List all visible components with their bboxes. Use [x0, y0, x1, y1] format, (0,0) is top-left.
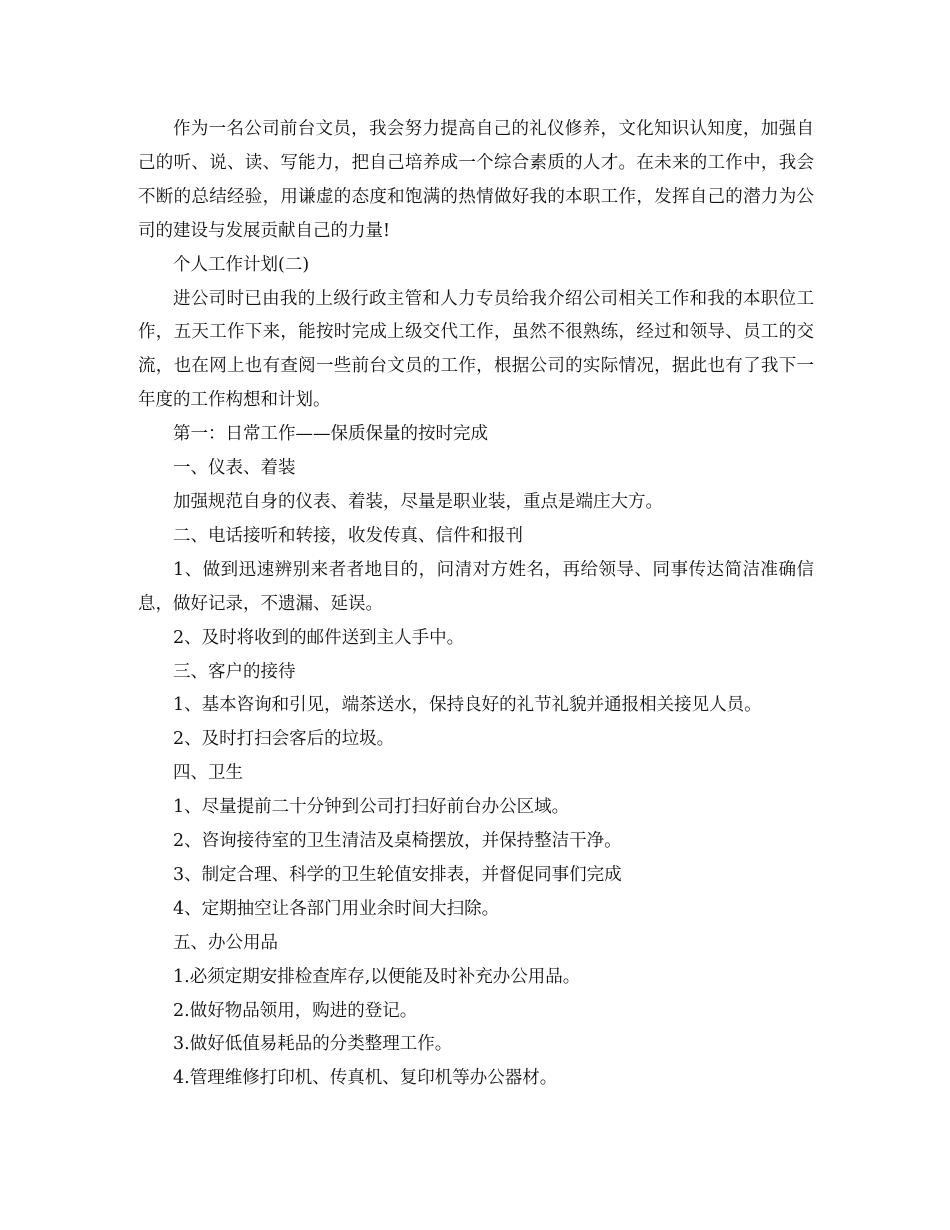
subsection-heading: 五、办公用品: [173, 932, 278, 953]
list-item: 1、基本咨询和引见，端茶送水，保持良好的礼节礼貌并通报相关接见人员。: [173, 695, 762, 716]
list-item: 1、做到迅速辨别来者者地目的，问清对方姓名，再给领导、同事传达简洁准确信息，做好记录，不遗漏、延误。: [138, 559, 814, 614]
paragraph: 作为一名公司前台文员，我会努力提高自己的礼仪修养，文化知识认知度，加强自己的听、说、读、写能力，把自己培养成一个综合素质的人才。在未来的工作中，我会不断的总结经验，用谦虚的态度和饱满的热情做好我的本职工作，发挥自己的潜力为公司的建设与发展贡献自己的力量!: [138, 119, 814, 241]
document-body: [138, 113, 814, 1096]
list-item: 1.必须定期安排检查库存,以便能及时补充办公用品。: [173, 966, 581, 987]
list-item: 3、制定合理、科学的卫生轮值安排表，并督促同事们完成: [173, 864, 622, 885]
list-item: 2、及时将收到的邮件送到主人手中。: [173, 627, 465, 648]
list-item: 2、及时打扫会客后的垃圾。: [173, 729, 395, 750]
list-item: 2.做好物品领用，购进的登记。: [173, 1000, 418, 1021]
paragraph: 进公司时已由我的上级行政主管和人力专员给我介绍公司相关工作和我的本职位工作，五天工作下来，能按时完成上级交代工作，虽然不很熟练，经过和领导、员工的交流，也在网上也有查阅一些前台文员的工作，根据公司的实际情况，据此也有了我下一年度的工作构想和计划。: [138, 288, 814, 411]
list-item: 4、定期抽空让各部门用业余时间大扫除。: [173, 898, 500, 919]
subsection-heading: 一、仪表、着装: [173, 458, 296, 479]
list-item: 3.做好低值易耗品的分类整理工作。: [173, 1034, 453, 1055]
section-heading: 个人工作计划(二): [173, 254, 310, 275]
subsection-heading: 三、客户的接待: [173, 661, 296, 682]
subsection-heading: 四、卫生: [173, 763, 243, 784]
list-item: 2、咨询接待室的卫生清洁及桌椅摆放，并保持整洁干净。: [173, 831, 622, 852]
list-item: 1、尽量提前二十分钟到公司打扫好前台办公区域。: [173, 797, 570, 818]
subsection-heading: 二、电话接听和转接，收发传真、信件和报刊: [173, 525, 523, 546]
list-item: 4.管理维修打印机、传真机、复印机等办公器材。: [173, 1068, 558, 1089]
paragraph: 加强规范自身的仪表、着装，尽量是职业装，重点是端庄大方。: [173, 491, 663, 512]
section-heading: 第一：日常工作——保质保量的按时完成: [173, 424, 488, 445]
